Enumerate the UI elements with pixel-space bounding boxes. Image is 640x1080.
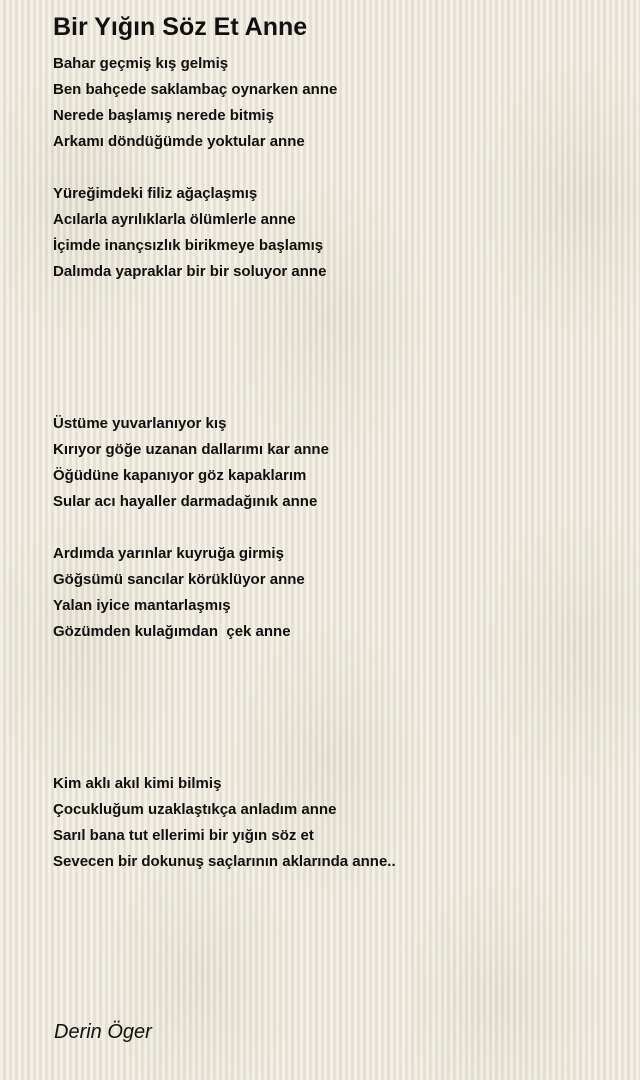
poem-line: Kırıyor göğe uzanan dallarımı kar anne bbox=[53, 441, 329, 458]
stanza-3 bbox=[53, 411, 329, 515]
poem-line: Kim aklı akıl kimi bilmiş bbox=[53, 775, 222, 792]
stanza-1 bbox=[53, 51, 337, 155]
poem-line: Sevecen bir dokunuş saçlarının aklarında anne.. bbox=[53, 853, 396, 870]
poem-line: Yüreğimdeki filiz ağaçlaşmış bbox=[53, 185, 258, 202]
poem-line: Sular acı hayaller darmadağınık anne bbox=[53, 493, 318, 510]
poem-line: Sarıl bana tut ellerimi bir yığın söz et bbox=[53, 827, 314, 844]
poem-line: Göğsümü sancılar körüklüyor anne bbox=[53, 571, 305, 588]
poem-line: Bahar geçmiş kış gelmiş bbox=[53, 55, 229, 72]
poem-line: Çocukluğum uzaklaştıkça anladım anne bbox=[53, 801, 337, 818]
poem-line: Acılarla ayrılıklarla ölümlerle anne bbox=[53, 211, 296, 228]
poem-line: Üstüme yuvarlanıyor kış bbox=[53, 415, 227, 432]
poem-line: Öğüdüne kapanıyor göz kapaklarım bbox=[53, 467, 307, 484]
poem-line: Ben bahçede saklambaç oynarken anne bbox=[53, 81, 338, 98]
stanza-4 bbox=[53, 541, 305, 645]
poem-line: Yalan iyice mantarlaşmış bbox=[53, 597, 231, 614]
poem-author: Derin Öger bbox=[54, 1021, 152, 1043]
stanza-2 bbox=[53, 181, 326, 285]
poem-line: Nerede başlamış nerede bitmiş bbox=[53, 107, 274, 124]
poem-title: Bir Yığın Söz Et Anne bbox=[53, 13, 308, 41]
poem-line: Ardımda yarınlar kuyruğa girmiş bbox=[53, 545, 284, 562]
poem-line: Gözümden kulağımdan çek anne bbox=[53, 623, 291, 640]
poem-line: Arkamı döndüğümde yoktular anne bbox=[53, 133, 305, 150]
stanza-5 bbox=[53, 771, 396, 875]
poem-line: İçimde inançsızlık birikmeye başlamış bbox=[53, 237, 324, 254]
poem-line: Dalımda yapraklar bir bir soluyor anne bbox=[53, 263, 327, 280]
